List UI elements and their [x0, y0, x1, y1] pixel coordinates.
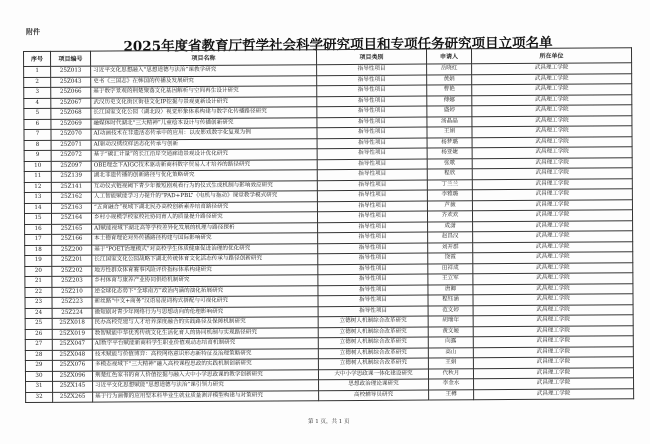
project-name-cell: 基于“POET治理模式”对高校学生体质健康促进治理的优化研究: [92, 243, 318, 255]
unit-cell: 武昌理工学院: [473, 262, 633, 273]
applicant-cell: 刘开群: [428, 242, 473, 253]
category-cell: 指导性项目: [317, 138, 427, 149]
serial-cell: 11: [24, 171, 51, 182]
unit-cell: 武昌理工学院: [472, 94, 632, 105]
applicant-cell: 唐卿: [428, 284, 473, 295]
project-name-cell: 乡村小规模学校家校社协同育人的质量提升路径研究: [91, 212, 317, 224]
project-name-cell: AI数字平台赋能新商科学生职业价值观动态培育机制研究: [92, 338, 318, 350]
project-name-cell: 习近平文化思想赋能“思想道德与法治”课引领力研究: [93, 380, 319, 392]
code-cell: 25Z097: [51, 161, 91, 172]
code-cell: 25Z071: [51, 140, 91, 151]
applicant-cell: 张歌: [427, 158, 472, 169]
unit-cell: 武昌理工学院: [472, 178, 632, 189]
serial-cell: 3: [24, 87, 51, 98]
code-cell: 25Z070: [51, 129, 91, 140]
header-code: 项目编号: [51, 51, 91, 66]
serial-cell: 32: [26, 392, 53, 403]
serial-cell: 27: [25, 339, 52, 350]
applicant-cell: 程欣: [427, 169, 472, 180]
page-footer: 第 1 页，共 1 页: [308, 419, 350, 425]
category-cell: 指导性项目: [317, 96, 427, 107]
serial-cell: 25: [25, 318, 52, 329]
project-name-cell: “五育融合”视域下湖北民办高校创新素养培育路径研究: [91, 201, 317, 213]
unit-cell: 武昌理工学院: [472, 189, 632, 200]
category-cell: 指导性项目: [317, 106, 427, 117]
applicant-cell: 曹艳: [427, 85, 472, 96]
unit-cell: 武昌理工学院: [472, 63, 632, 74]
code-cell: 25ZX018: [52, 318, 92, 329]
unit-cell: 武昌理工学院: [472, 168, 632, 179]
code-cell: 25Z165: [52, 224, 92, 235]
unit-cell: 武昌理工学院: [473, 357, 633, 368]
serial-cell: 30: [25, 371, 52, 382]
code-cell: 25ZX048: [52, 350, 92, 361]
code-cell: 25Z200: [52, 245, 92, 256]
unit-cell: 武昌理工学院: [474, 378, 634, 389]
unit-cell: 武昌理工学院: [473, 220, 633, 231]
code-cell: 25Z202: [52, 266, 92, 277]
unit-cell: 武昌理工学院: [472, 126, 632, 137]
applicant-cell: 芦薇: [427, 200, 472, 211]
serial-cell: 10: [24, 161, 51, 172]
applicant-cell: 李金水: [429, 379, 474, 390]
category-cell: 指导性项目: [318, 306, 428, 317]
code-cell: 25ZX076: [52, 360, 92, 371]
category-cell: 指导性项目: [317, 127, 427, 138]
applicant-cell: 代秋月: [428, 368, 473, 379]
attachment-label: 附件: [26, 28, 40, 36]
applicant-cell: 向露: [428, 337, 473, 348]
serial-cell: 14: [24, 203, 51, 214]
unit-cell: 武昌理工学院: [472, 147, 632, 158]
code-cell: 25Z066: [51, 87, 91, 98]
project-name-cell: 数智赋能中华优秀传统文化生活化育人的协同机制与实现路径研究: [92, 327, 318, 339]
category-cell: 立德树人机制综合改革研究: [318, 316, 428, 327]
serial-cell: 7: [24, 129, 51, 140]
applicant-cell: 杨亚婕: [427, 148, 472, 159]
project-name-cell: 民办高校党建与人才培养深度融合的实践路径及保障机制研究: [92, 317, 318, 329]
category-cell: 指导性项目: [318, 264, 428, 275]
applicant-cell: 田祥成: [428, 263, 473, 274]
code-cell: 25ZX145: [53, 381, 93, 392]
applicant-cell: 齐欢欢: [427, 211, 472, 222]
serial-cell: 17: [25, 234, 52, 245]
serial-cell: 12: [24, 182, 51, 193]
code-cell: 25Z067: [51, 98, 91, 109]
code-cell: 25Z223: [52, 297, 92, 308]
category-cell: 立德树人机制综合改革研究: [318, 327, 428, 338]
unit-cell: 武昌理工学院: [474, 388, 634, 399]
header-category: 项目类别: [316, 49, 426, 65]
project-name-cell: 长江国家文化公园（湖北段）视觉形象体系构建与数字化传播路径研究: [91, 107, 317, 119]
serial-cell: 24: [25, 308, 52, 319]
project-name-cell: 乡村体育与康养产业协同供给机制研究: [92, 275, 318, 287]
category-cell: 指导性项目: [317, 159, 427, 170]
category-cell: 指导性项目: [318, 232, 428, 243]
project-name-cell: 史书《三国志》在韩国的传播及发展研究: [91, 75, 317, 87]
serial-cell: 28: [25, 350, 52, 361]
project-name-cell: 新丝路“中文+商务”汉语易混词构式搭配与可视化研究: [92, 296, 318, 308]
unit-cell: 武昌理工学院: [473, 273, 633, 284]
serial-cell: 5: [24, 108, 51, 119]
serial-cell: 15: [24, 213, 51, 224]
header-project-name: 项目名称: [91, 50, 317, 66]
serial-cell: 31: [26, 381, 53, 392]
category-cell: 指导性项目: [317, 64, 427, 75]
project-name-cell: 地方性群众体育赛事风险评价指标体系构建研究: [92, 264, 318, 276]
category-cell: 指导性项目: [317, 211, 427, 222]
serial-cell: 26: [25, 329, 52, 340]
category-cell: 指导性项目: [317, 85, 427, 96]
category-cell: 大中小学思政课一体化建设研究: [318, 369, 428, 380]
unit-cell: 武昌理工学院: [472, 105, 632, 116]
category-cell: 指导性项目: [317, 180, 427, 191]
serial-cell: 4: [24, 98, 51, 109]
category-cell: 指导性项目: [317, 190, 427, 201]
applicant-cell: 王娟: [427, 127, 472, 138]
code-cell: 25Z164: [51, 213, 91, 224]
code-cell: 25Z201: [52, 255, 92, 266]
project-list-table: [23, 47, 634, 403]
unit-cell: 武昌理工学院: [473, 304, 633, 315]
project-name-cell: 基于“碳汇计量”的长江沿岸交通廊道景观设计优化研究: [91, 149, 317, 161]
applicant-cell: 胡瑞年: [428, 316, 473, 327]
serial-cell: 29: [25, 360, 52, 371]
project-name-cell: 人工智能赋能学习力提升的“PAD+PBL”《电机与拖动》课堂教学模式研究: [91, 191, 317, 203]
project-name-cell: 武汉历史文化街区街巷文化IP挖掘与景观更新设计研究: [91, 96, 317, 108]
category-cell: 立德树人机制综合改革研究: [318, 358, 428, 369]
applicant-cell: 杨梦璐: [427, 137, 472, 148]
code-cell: 25Z166: [52, 234, 92, 245]
serial-cell: 2: [24, 77, 51, 88]
header-serial: 序号: [24, 51, 51, 66]
unit-cell: 武昌理工学院: [473, 294, 633, 305]
code-cell: 25ZX096: [52, 371, 92, 382]
applicant-cell: 高山: [428, 347, 473, 358]
project-name-cell: 微短剧对青少年网络行为与思想动向的伦理影响研究: [92, 306, 318, 318]
code-cell: 25Z141: [51, 182, 91, 193]
unit-cell: 武昌理工学院: [472, 157, 632, 168]
project-name-cell: 本土德育理论对外传播路径构建与国际影响研究: [92, 233, 318, 245]
category-cell: 思想政治理论课研究: [319, 379, 429, 390]
code-cell: 25Z013: [51, 66, 91, 77]
code-cell: 25Z043: [51, 77, 91, 88]
applicant-cell: 汤晶晶: [427, 116, 472, 127]
project-name-cell: 湖北非遗传播的创新路径与优化策略研究: [91, 170, 317, 182]
unit-cell: 武昌理工学院: [473, 231, 633, 242]
unit-cell: 武昌理工学院: [473, 367, 633, 378]
code-cell: 25Z210: [52, 287, 92, 298]
project-name-cell: 基于数字景观的荆楚聚落文化基因解析与空间再生设计研究: [91, 86, 317, 98]
applicant-cell: 盛婷: [427, 106, 472, 117]
serial-cell: 20: [25, 266, 52, 277]
project-name-cell: 技术赋能与价值博弈：高校网络意识形态新特征及治理策略研究: [92, 348, 318, 360]
code-cell: 25Z069: [51, 119, 91, 130]
code-cell: 25Z224: [52, 308, 92, 319]
category-cell: 指导性项目: [318, 274, 428, 285]
project-name-cell: 融媒体时代湖北“三大精神”儿童绘本设计与传播创新研究: [91, 117, 317, 129]
code-cell: 25ZX265: [53, 392, 93, 403]
category-cell: 指导性项目: [318, 222, 428, 233]
unit-cell: 武昌理工学院: [473, 283, 633, 294]
applicant-cell: 赵昌汉: [428, 232, 473, 243]
serial-cell: 6: [24, 119, 51, 130]
category-cell: 指导性项目: [318, 295, 428, 306]
applicant-cell: 王立军: [428, 274, 473, 285]
category-cell: 指导性项目: [318, 285, 428, 296]
serial-cell: 23: [25, 297, 52, 308]
unit-cell: 武昌理工学院: [473, 315, 633, 326]
unit-cell: 武昌理工学院: [472, 210, 632, 221]
project-name-cell: OBE理念下AIGC技术驱动新商科数字贸易人才培养的路径研究: [91, 159, 317, 171]
category-cell: 立德树人机制综合改革研究: [318, 348, 428, 359]
category-cell: 立德树人机制综合改革研究: [318, 337, 428, 348]
applicant-cell: 成潇: [428, 221, 473, 232]
code-cell: 25Z068: [51, 108, 91, 119]
category-cell: 指导性项目: [318, 253, 428, 264]
unit-cell: 武昌理工学院: [473, 325, 633, 336]
code-cell: 25Z139: [51, 171, 91, 182]
project-name-cell: AI动画技术在非遗活态传承中的应用：以皮影戏数字化复现为例: [91, 128, 317, 140]
unit-cell: 武昌理工学院: [473, 346, 633, 357]
code-cell: 25ZX019: [52, 329, 92, 340]
serial-cell: 1: [24, 66, 51, 77]
serial-cell: 8: [24, 140, 51, 151]
project-name-cell: 习近平文化思想融入“思想道德与法治”课教学研究: [91, 65, 317, 77]
serial-cell: 13: [24, 192, 51, 203]
project-name-cell: 基于行为画像的应用型本科毕业生就业质量测评模型构建与对策研究: [93, 390, 319, 402]
category-cell: 指导性项目: [317, 148, 427, 159]
category-cell: 指导性项目: [317, 117, 427, 128]
serial-cell: 19: [25, 255, 52, 266]
code-cell: 25Z163: [51, 203, 91, 214]
project-name-cell: 荆楚红色家书的育人价值挖掘与融入大中小学思政课的教学创新研究: [92, 369, 318, 381]
unit-cell: 武昌理工学院: [472, 199, 632, 210]
serial-cell: 22: [25, 287, 52, 298]
applicant-cell: 范文婷: [428, 305, 473, 316]
applicant-cell: 李雅璐: [427, 190, 472, 201]
applicant-cell: 黄文姬: [428, 326, 473, 337]
unit-cell: 武昌理工学院: [472, 115, 632, 126]
serial-cell: 16: [25, 224, 52, 235]
category-cell: 指导性项目: [317, 75, 427, 86]
serial-cell: 21: [25, 276, 52, 287]
code-cell: 25ZX047: [52, 339, 92, 350]
project-name-cell: 互动仪式链视阈下青少年微短剧观看行为的仪式生成机制与影响效应研究: [91, 180, 317, 192]
unit-cell: 武昌理工学院: [472, 73, 632, 84]
applicant-cell: 黄娟: [427, 74, 472, 85]
project-name-cell: AI赋能视域下湖北高等学校差异化发展的机理与路径探析: [92, 222, 318, 234]
project-name-cell: 逆全球化态势下“全球南方”政治内涵的演化拓展研究: [92, 285, 318, 297]
applicant-cell: 程钰涵: [428, 295, 473, 306]
header-unit: 所在单位: [471, 48, 631, 64]
code-cell: 25Z072: [51, 150, 91, 161]
unit-cell: 武昌理工学院: [472, 136, 632, 147]
serial-cell: 18: [25, 245, 52, 256]
table-body: [24, 63, 634, 403]
applicant-cell: 饶霞: [428, 253, 473, 264]
applicant-cell: 傅娜: [427, 95, 472, 106]
project-name-cell: AI驱动汉绣纹样活态化传承与创新: [91, 138, 317, 150]
code-cell: 25Z162: [51, 192, 91, 203]
applicant-cell: 王娟: [428, 358, 473, 369]
serial-cell: 9: [24, 150, 51, 161]
code-cell: 25Z203: [52, 276, 92, 287]
category-cell: 高校辅导员研究: [319, 390, 429, 401]
applicant-cell: 王樽: [429, 389, 474, 400]
unit-cell: 武昌理工学院: [473, 336, 633, 347]
category-cell: 指导性项目: [318, 243, 428, 254]
project-name-cell: 长江国家文化公园战略下湖北传统体育文化活态传承与路径创新研究: [92, 254, 318, 266]
applicant-cell: 岳晓红: [427, 64, 472, 75]
category-cell: 指导性项目: [317, 201, 427, 212]
project-name-cell: 多模态视域下“三大精神”融入高校课程思政的实践机制创新研究: [92, 359, 318, 371]
unit-cell: 武昌理工学院: [472, 84, 632, 95]
document-title: 2025年度省教育厅哲学社会科学研究项目和专项任务研究项目立项名单: [123, 35, 553, 55]
applicant-cell: 丁兰兰: [427, 179, 472, 190]
unit-cell: 武昌理工学院: [473, 241, 633, 252]
header-applicant: 申请人: [426, 49, 471, 64]
category-cell: 指导性项目: [317, 169, 427, 180]
unit-cell: 武昌理工学院: [473, 252, 633, 263]
